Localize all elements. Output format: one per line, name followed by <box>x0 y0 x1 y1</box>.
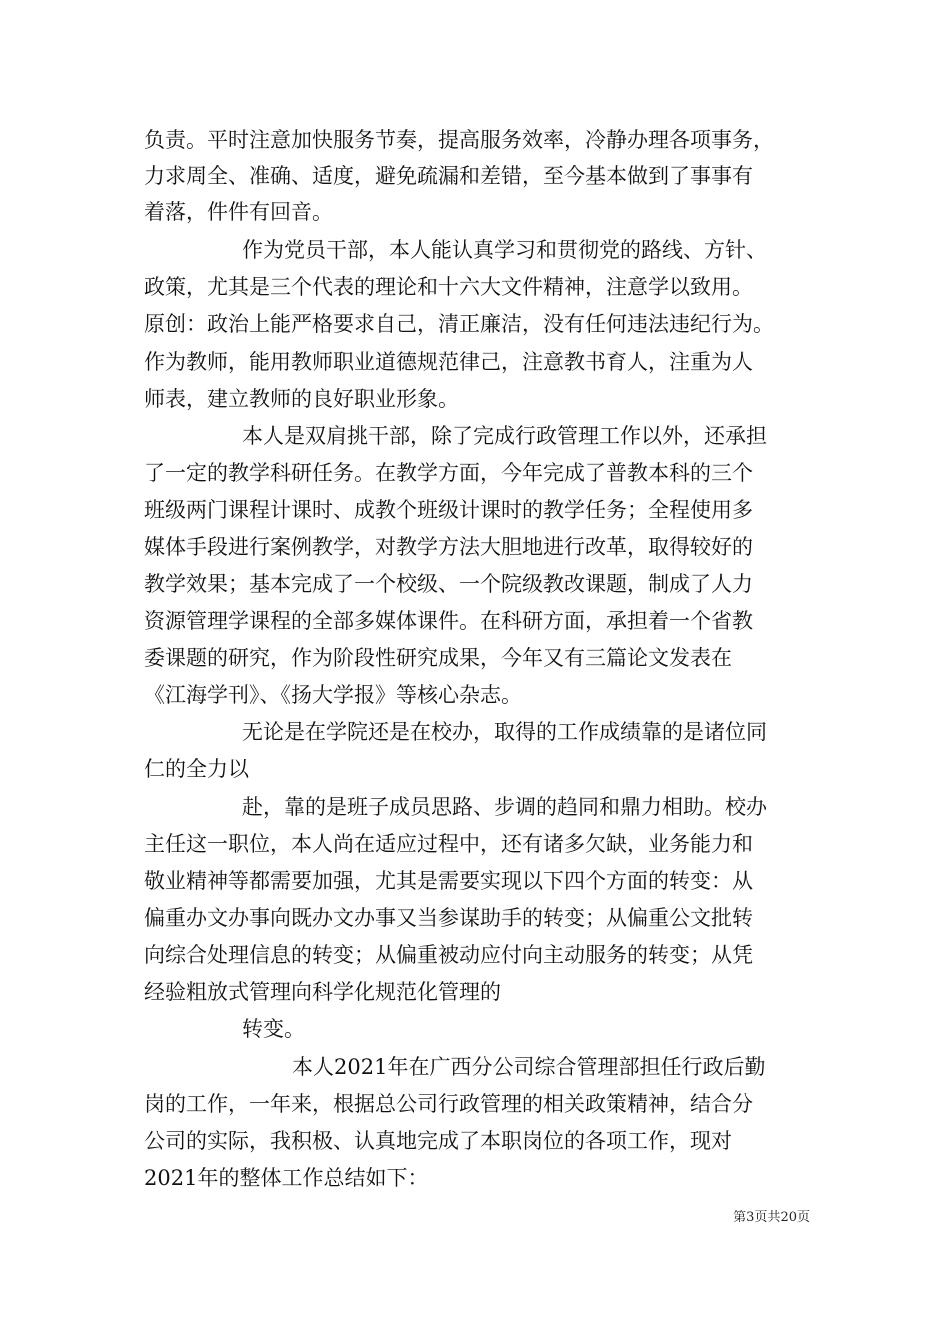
text-line: 经验粗放式管理向科学化规范化管理的 <box>144 980 501 1004</box>
paragraph-start: 本人2021年在广西分公司综合管理部担任行政后勤 <box>292 1055 766 1079</box>
text-line: 偏重办文办事向既办文办事又当参谋助手的转变；从偏重公文批转 <box>144 906 753 930</box>
paragraph-start: 转变。 <box>242 1017 305 1041</box>
text-line: 负责。平时注意加快服务节奏，提高服务效率，冷静办理各项事务， <box>144 128 774 152</box>
text-line: 向综合处理信息的转变；从偏重被动应付向主动服务的转变；从凭 <box>144 943 753 967</box>
text-line: 资源管理学课程的全部多媒体课件。在科研方面，承担着一个省教 <box>144 609 753 633</box>
text-line: 敬业精神等都需要加强，尤其是需要实现以下四个方面的转变：从 <box>144 869 753 893</box>
text-line: 公司的实际，我积极、认真地完成了本职岗位的各项工作，现对 <box>144 1129 732 1153</box>
text-line: 仁的全力以 <box>144 757 249 781</box>
text-line: 媒体手段进行案例教学，对教学方法大胆地进行改革，取得较好的 <box>144 535 753 559</box>
text-line: 着落，件件有回音。 <box>144 200 333 224</box>
text-line: 班级两门课程计课时、成教个班级计课时的教学任务；全程使用多 <box>144 498 753 522</box>
text-line: 原创：政治上能严格要求自己，清正廉洁，没有任何违法违纪行为。 <box>144 312 774 336</box>
text-line: 了一定的教学科研任务。在教学方面，今年完成了普教本科的三个 <box>144 461 753 485</box>
paragraph-start: 本人是双肩挑干部，除了完成行政管理工作以外，还承担 <box>242 424 767 448</box>
text-line: 2021年的整体工作总结如下： <box>144 1166 429 1190</box>
page-number: 第3页共20页 <box>733 1210 810 1225</box>
paragraph-start: 无论是在学院还是在校办，取得的工作成绩靠的是诸位同 <box>242 720 767 744</box>
text-line: 委课题的研究，作为阶段性研究成果，今年又有三篇论文发表在 <box>144 646 732 670</box>
text-line: 《江海学刊》、《扬大学报》等核心杂志。 <box>144 683 522 707</box>
text-line: 作为教师，能用教师职业道德规范律己，注意教书育人，注重为人 <box>144 350 753 374</box>
paragraph-start: 赴，靠的是班子成员思路、步调的趋同和鼎力相助。校办 <box>242 795 767 819</box>
text-line: 岗的工作，一年来，根据总公司行政管理的相关政策精神，结合分 <box>144 1092 753 1116</box>
text-line: 教学效果；基本完成了一个校级、一个院级教改课题，制成了人力 <box>144 572 753 596</box>
text-line: 力求周全、准确、适度，避免疏漏和差错，至今基本做到了事事有 <box>144 164 753 188</box>
paragraph-start: 作为党员干部，本人能认真学习和贯彻党的路线、方针、 <box>242 238 767 262</box>
text-line: 主任这一职位，本人尚在适应过程中，还有诸多欠缺，业务能力和 <box>144 832 753 856</box>
text-line: 政策，尤其是三个代表的理论和十六大文件精神，注意学以致用。 <box>144 275 753 299</box>
text-line: 师表，建立教师的良好职业形象。 <box>144 387 459 411</box>
